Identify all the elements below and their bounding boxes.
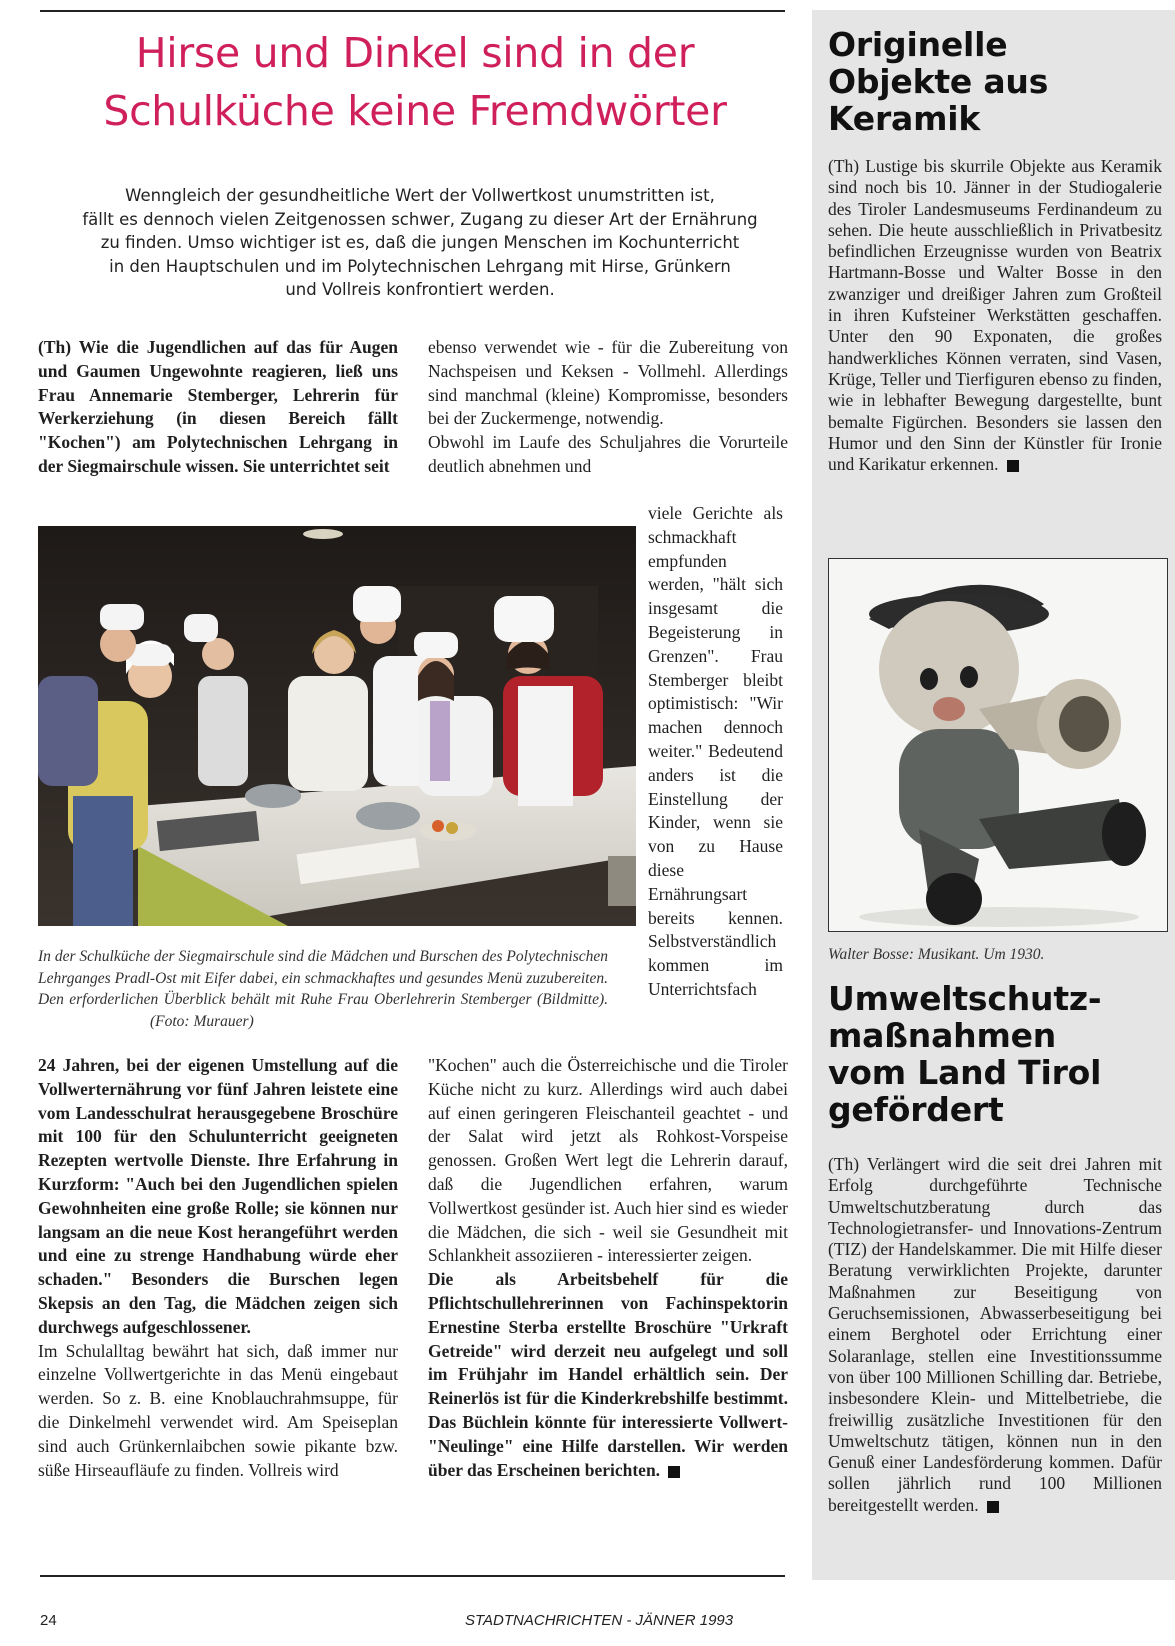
story2-headline-line-3: vom Land Tirol — [828, 1053, 1102, 1092]
sidebar-story1-text: (Th) Lustige bis skurrile Objekte aus Keramik sind noch bis 10. Jänner in der Studiogalerie des Tiroler Landesmuseums Ferdinandeum zu sehen. Die heute ausschließlich in Privatbesitz befindlichen Erzeugnisse wurden von Beatrix Hartmann-Bosse und Walter Bosse in den zwanziger und dreißiger Jahren zum Großteil in ihren Kufsteiner Werkstätten geschaffen. Unter den 90 Exponaten, die großes handwerkliches Können verraten, sind Vasen, Krüge, Teller und Tierfiguren ebenso zu finden, wie in lebhafter Bewegung dargestellte, bunt bemalte Figürchen. Besonders sie lassen den Humor und den Sinn der Künstler für Ironie und Karikatur erkennen. — [828, 156, 1162, 475]
story1-headline-line-2: Objekte aus — [828, 62, 1049, 101]
story1-headline-line-3: Keramik — [828, 99, 981, 138]
headline-line-2: Schulküche keine Fremdwörter — [103, 87, 727, 135]
article-end-mark — [668, 1466, 680, 1478]
sidebar — [812, 10, 1175, 1580]
story2-end-mark — [987, 1501, 999, 1513]
school-routine-paragraph: Im Schulalltag bewährt hat sich, daß immer nur einzelne Vollwertgerichte in das Menü eingebaut werden. So z. B. eine Knoblauchrahmsuppe, für die Dinkelmehl verwendet wird. Am Speiseplan sind auch Grünkernlaibchen sowie pikante bzw. süße Hirseaufläufe zu finden. Vollreis wird — [38, 1340, 398, 1480]
article-column-2-top — [428, 336, 788, 479]
article-lead — [80, 184, 760, 302]
headline-line-1: Hirse und Dinkel sind in der — [135, 29, 695, 77]
photo-credit: (Foto: Murauer) — [150, 1012, 254, 1030]
article-headline — [40, 24, 790, 140]
sidebar-story2-text: (Th) Verlängert wird die seit drei Jahren mit Erfolg durchgeführte Technische Umweltschutzberatung durch das Technologietransfer- und Innovations-Zentrum (TIZ) der Handelskammer. Die mit Hilfe dieser Beratung verwirklichten Projekte, darunter Maßnahmen zur Beseitigung von Geruchsemissionen, Abwasserbeseitigung bei einem Berghotel oder Errichtung einer Solaranlage, stellen eine Investitionssumme von über 100 Millionen Schilling dar. Betriebe, insbesondere Klein- und Mittelbetriebe, die freiwillig zusätzliche Investitionen für den Umweltschutz tätigen, können nun in den Genuß einer Landesförderung kommen. Dafür sollen jährlich rund 100 Millionen bereitgestellt werden. — [828, 1154, 1162, 1515]
article-column-2-bottom — [428, 1054, 788, 1482]
page-number: 24 — [40, 1612, 57, 1629]
intro-paragraph: (Th) Wie die Jugendlichen auf das für Augen und Gaumen Ungewohnte reagieren, ließ uns Frau Annemarie Stemberger, Lehrerin für Werkerziehung (in diesen Bereich fällt "Kochen") am Polytechnischen Lehrgang in der Siegmairschule wissen. Sie unterrichtet seit — [38, 337, 398, 476]
sidebar-story1-headline — [828, 26, 1158, 137]
lead-line-3: zu finden. Umso wichtiger ist es, daß die jungen Menschen im Kochunterricht — [100, 233, 740, 252]
photo-caption: In der Schulküche der Siegmairschule sind die Mädchen und Burschen des Polytechnischen Lehrganges Pradl-Ost mit Eifer dabei, ein schmackhaftes und gesundes Menü zuzubereiten. Den erforderlichen Überblick behält mit Ruhe Frau Oberlehrerin Stemberger (Bildmitte). — [38, 948, 608, 1008]
ceramic-caption: Walter Bosse: Musikant. Um 1930. — [828, 946, 1045, 963]
lead-line-5: und Vollreis konfrontiert werden. — [285, 280, 555, 299]
brochure-text: Die als Arbeitsbehelf für die Pflichtschullehrerinnen von Fachinspektorin Ernestine Sterba erstellte Broschüre "Urkraft Getreide" wird derzeit neu aufgelegt und soll im Frühjahr im Handel erhältlich sein. Der Reinerlös ist für die Kinderkrebshilfe bestimmt. Das Büchlein könnte für interessierte Vollwert-"Neulinge" eine Hilfe darstellen. Wir werden über das Erscheinen berichten. — [428, 1269, 788, 1480]
sidebar-story2-headline — [828, 980, 1168, 1128]
story2-headline-line-4: gefördert — [828, 1090, 1004, 1129]
photo-caption-block — [38, 946, 608, 1032]
kitchen-photo — [38, 526, 636, 926]
cooking-paragraph: "Kochen" auch die Österreichische und die Tiroler Küche nicht zu kurz. Allerdings wird auch dabei auf einen geringeren Fleischanteil geachtet - und der Salat wird jetzt als Rohkost-Vorspeise genossen. Großen Wert legt die Lehrerin darauf, daß die Jugendlichen erfahren, warum Vollwertkost gesünder ist. Auch hier sind es wieder die Mädchen, die sich - weil sie Gesundheit mit Schlankheit assoziieren - interessierter zeigen. — [428, 1055, 788, 1266]
story1-headline-line-1: Originelle — [828, 25, 1008, 64]
publication-footer: STADTNACHRICHTEN - JÄNNER 1993 — [465, 1612, 734, 1629]
musician-figure-illustration — [829, 559, 1167, 931]
col2-narrow-paragraph: viele Gerichte als schmackhaft empfunden werden, "hält sich insgesamt die Begeisterung in Grenzen". Frau Stemberger bleibt optimistisch: "Wir machen dennoch weiter." Bedeutend anders ist die Einstellung der Kinder, wenn sie von zu Hause diese Ernährungsart bereits kennen. Selbstverständlich kommen im Unterrichtsfach — [648, 503, 783, 999]
interview-paragraph: 24 Jahren, bei der eigenen Umstellung auf die Vollwerternährung vor fünf Jahren leistete eine vom Landesschulrat herausgegebene Broschüre mit 100 für den Schulunterricht geeigneten Rezepten wertvolle Dienste. Ihre Erfahrung in Kurzform: "Auch bei den Jugendlichen spielen Gewohnheiten eine große Rolle; sie können nur langsam an die neue Kost herangeführt werden und eine zu strenge Handhabung würde eher schaden." Besonders die Burschen legen Skepsis an den Tag, die Mädchen zeigen sich durchwegs aufgeschlossener. — [38, 1055, 398, 1337]
sidebar-story1-text-block — [828, 156, 1162, 475]
article-column-1-top — [38, 336, 398, 479]
lead-line-2: fällt es dennoch vielen Zeitgenossen schwer, Zugang zu dieser Art der Ernährung — [82, 209, 758, 229]
ceramic-figure-photo — [828, 558, 1168, 932]
article-column-2-narrow — [648, 502, 783, 1002]
lead-line-4: in den Hauptschulen und im Polytechnischen Lehrgang mit Hirse, Grünkern — [109, 256, 731, 276]
story2-headline-line-2: maßnahmen — [828, 1016, 1057, 1055]
col2-paragraph-2: Obwohl im Laufe des Schuljahres die Vorurteile deutlich abnehmen und — [428, 432, 788, 476]
kitchen-photo-illustration — [38, 526, 636, 926]
top-rule-left — [40, 10, 785, 12]
story1-end-mark — [1007, 460, 1019, 472]
sidebar-story2-text-block — [828, 1154, 1162, 1516]
story2-headline-line-1: Umweltschutz- — [828, 979, 1102, 1018]
brochure-paragraph — [428, 1268, 788, 1482]
bottom-rule — [40, 1575, 785, 1577]
article-column-1-bottom — [38, 1054, 398, 1482]
col2-paragraph-1: ebenso verwendet wie - für die Zubereitung von Nachspeisen und Keksen - Vollmehl. Allerdings sind manchmal (kleine) Kompromisse, besonders bei der Zuckermenge, notwendig. — [428, 337, 788, 429]
lead-line-1: Wenngleich der gesundheitliche Wert der Vollwertkost unumstritten ist, — [125, 186, 715, 205]
